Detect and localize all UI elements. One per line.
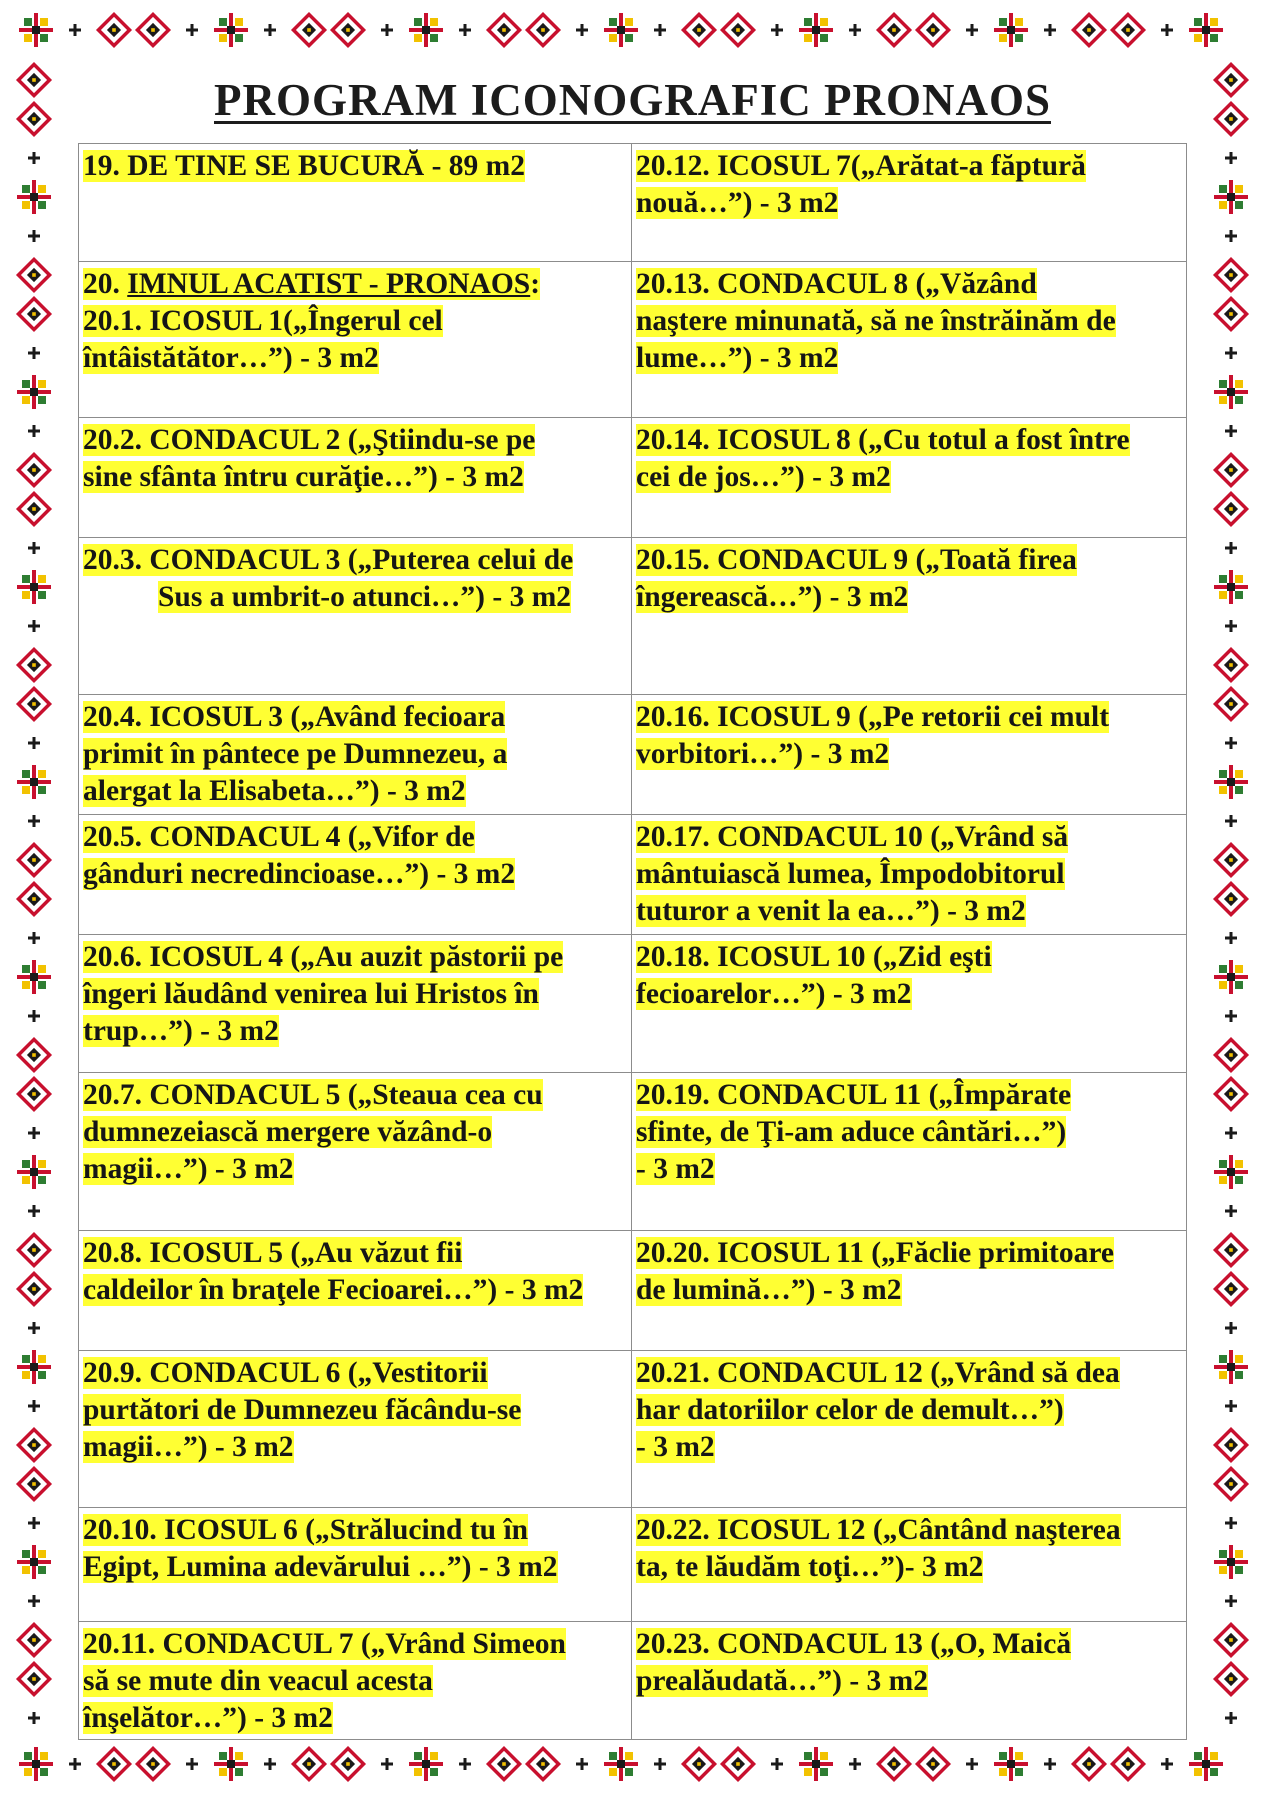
diamond-ornament-icon [1215, 259, 1246, 290]
entry-line [636, 303, 1182, 340]
diamond-ornament-icon [332, 1748, 363, 1779]
program-cell-left [79, 1231, 632, 1351]
entry-line [636, 1272, 1182, 1309]
diamond-ornament-icon [1112, 14, 1143, 45]
table-row [79, 1231, 1187, 1351]
entry-text: 20.9. CONDACUL 6 („Vestitorii [83, 1357, 488, 1389]
entry-text: IMNUL ACATIST - PRONAOS [127, 268, 531, 300]
entry-line [83, 459, 627, 496]
star-ornament-icon [409, 1747, 443, 1781]
cross-ornament-icon [654, 24, 666, 36]
diamond-ornament-icon [488, 1748, 519, 1779]
cross-ornament-icon [1044, 24, 1056, 36]
entry-text: îngeri lăudând venirea lui Hristos în [83, 978, 539, 1010]
cross-ornament-icon [264, 1758, 276, 1770]
entry-line [83, 340, 627, 377]
diamond-ornament-icon [1073, 1748, 1104, 1779]
entry-text: 20.20. ICOSUL 11 („Făclie primitoare [636, 1237, 1114, 1269]
diamond-ornament-icon [1215, 1234, 1246, 1265]
entry-line [83, 1151, 627, 1188]
entry-line [83, 1626, 627, 1663]
entry-line [636, 542, 1182, 579]
diamond-ornament-icon [332, 14, 363, 45]
cross-ornament-icon [1225, 1712, 1237, 1724]
star-ornament-icon [1189, 1747, 1223, 1781]
cross-ornament-icon [264, 24, 276, 36]
entry-text: magii…”) - 3 m2 [83, 1153, 294, 1185]
entry-text: 20.5. CONDACUL 4 („Vifor de [83, 821, 475, 853]
cross-ornament-icon [1225, 542, 1237, 554]
cross-ornament-icon [576, 1758, 588, 1770]
entry-line [636, 1663, 1182, 1700]
entry-text: : [530, 268, 541, 300]
cross-ornament-icon [1225, 932, 1237, 944]
diamond-ornament-icon [1215, 1273, 1246, 1304]
diamond-ornament-icon [917, 1748, 948, 1779]
program-cell-right [632, 538, 1187, 695]
diamond-ornament-icon [293, 14, 324, 45]
entry-line [636, 1235, 1182, 1272]
entry-text: prealăudată…”) - 3 m2 [636, 1665, 928, 1697]
entry-line [636, 266, 1182, 303]
entry-line [83, 579, 627, 616]
cross-ornament-icon [28, 620, 40, 632]
diamond-ornament-icon [722, 1748, 753, 1779]
table-row [79, 695, 1187, 815]
star-ornament-icon [17, 570, 51, 604]
program-cell-right [632, 262, 1187, 418]
diamond-ornament-icon [878, 14, 909, 45]
entry-text: 20.18. ICOSUL 10 („Zid eşti [636, 941, 992, 973]
program-cell-left [79, 262, 632, 418]
entry-line [636, 1114, 1182, 1151]
entry-text: 20.22. ICOSUL 12 („Cântând naşterea [636, 1514, 1121, 1546]
entry-text: 19. DE TINE SE BUCURĂ - 89 m2 [83, 150, 526, 182]
star-ornament-icon [19, 13, 53, 47]
diamond-ornament-icon [1215, 649, 1246, 680]
program-cell-right [632, 418, 1187, 538]
diamond-ornament-icon [18, 883, 49, 914]
diamond-ornament-icon [1215, 454, 1246, 485]
star-ornament-icon [1214, 765, 1248, 799]
entry-line [83, 422, 627, 459]
entry-line [83, 1235, 627, 1272]
diamond-ornament-icon [1215, 1078, 1246, 1109]
cross-ornament-icon [1225, 230, 1237, 242]
entry-text: 20.19. CONDACUL 11 („Împărate [636, 1079, 1072, 1111]
entry-text: 20.8. ICOSUL 5 („Au văzut fii [83, 1237, 463, 1269]
cross-ornament-icon [1225, 347, 1237, 359]
diamond-ornament-icon [18, 1078, 49, 1109]
entry-text: 20.6. ICOSUL 4 („Au auzit păstorii pe [83, 941, 564, 973]
program-cell-right [632, 1231, 1187, 1351]
entry-line [83, 1549, 627, 1586]
entry-text: înşelător…”) - 3 m2 [83, 1702, 333, 1734]
entry-line [83, 1512, 627, 1549]
entry-text: 20.21. CONDACUL 12 („Vrând să dea [636, 1357, 1120, 1389]
entry-text: nouă…”) - 3 m2 [636, 187, 839, 219]
star-ornament-icon [17, 1350, 51, 1384]
diamond-ornament-icon [18, 454, 49, 485]
cross-ornament-icon [186, 1758, 198, 1770]
entry-line [83, 1663, 627, 1700]
diamond-ornament-icon [488, 14, 519, 45]
diamond-ornament-icon [293, 1748, 324, 1779]
program-cell-left [79, 1073, 632, 1231]
entry-line [636, 459, 1182, 496]
diamond-ornament-icon [1215, 298, 1246, 329]
entry-line [83, 1700, 627, 1737]
cross-ornament-icon [1044, 1758, 1056, 1770]
entry-text: har datoriilor celor de demult…”) [636, 1394, 1064, 1426]
entry-text: ta, te lăudăm toţi…”)- 3 m2 [636, 1551, 984, 1583]
diamond-ornament-icon [878, 1748, 909, 1779]
program-cell-right [632, 1073, 1187, 1231]
star-ornament-icon [994, 13, 1028, 47]
program-cell-right [632, 144, 1187, 262]
diamond-ornament-icon [683, 14, 714, 45]
cross-ornament-icon [28, 1595, 40, 1607]
entry-text: purtători de Dumnezeu făcându-se [83, 1394, 522, 1426]
entry-line [636, 340, 1182, 377]
entry-text: 20.2. CONDACUL 2 („Ştiindu-se pe [83, 424, 536, 456]
entry-text: caldeilor în braţele Fecioarei…”) - 3 m2 [83, 1274, 584, 1306]
entry-text: magii…”) - 3 m2 [83, 1431, 294, 1463]
cross-ornament-icon [1225, 1205, 1237, 1217]
entry-line [83, 303, 627, 340]
cross-ornament-icon [28, 152, 40, 164]
star-ornament-icon [17, 960, 51, 994]
entry-text: gânduri necredincioase…”) - 3 m2 [83, 858, 516, 890]
entry-text: 20.17. CONDACUL 10 („Vrând să [636, 821, 1069, 853]
cross-ornament-icon [69, 1758, 81, 1770]
entry-text: - 3 m2 [636, 1153, 715, 1185]
entry-line [83, 856, 627, 893]
entry-line [83, 1272, 627, 1309]
cross-ornament-icon [1225, 152, 1237, 164]
diamond-ornament-icon [18, 493, 49, 524]
diamond-ornament-icon [1215, 1663, 1246, 1694]
entry-text: naştere minunată, să ne înstrăinăm de [636, 305, 1116, 337]
diamond-ornament-icon [1215, 1624, 1246, 1655]
cross-ornament-icon [1225, 815, 1237, 827]
diamond-ornament-icon [18, 298, 49, 329]
program-cell-left [79, 1508, 632, 1622]
diamond-ornament-icon [18, 844, 49, 875]
entry-line [83, 699, 627, 736]
cross-ornament-icon [381, 24, 393, 36]
star-ornament-icon [604, 1747, 638, 1781]
entry-text: 20.4. ICOSUL 3 („Având fecioara [83, 701, 506, 733]
entry-text: Sus a umbrit-o atunci…”) - 3 m2 [158, 581, 572, 613]
cross-ornament-icon [28, 1010, 40, 1022]
cross-ornament-icon [28, 230, 40, 242]
entry-line [83, 976, 627, 1013]
entry-text: să se mute din veacul acesta [83, 1665, 433, 1697]
star-ornament-icon [17, 180, 51, 214]
entry-line [83, 736, 627, 773]
entry-line [83, 542, 627, 579]
program-cell-right [632, 815, 1187, 935]
star-ornament-icon [799, 13, 833, 47]
entry-text: 20.3. CONDACUL 3 („Puterea celui de [83, 544, 574, 576]
diamond-ornament-icon [18, 649, 49, 680]
program-cell-right [632, 935, 1187, 1073]
program-cell-left [79, 1351, 632, 1508]
entry-line [636, 148, 1182, 185]
entry-text: 20.23. CONDACUL 13 („O, Maică [636, 1628, 1072, 1660]
table-row [79, 262, 1187, 418]
diamond-ornament-icon [917, 14, 948, 45]
cross-ornament-icon [1225, 425, 1237, 437]
page-title: PROGRAM ICONOGRAFIC PRONAOS [214, 75, 1051, 125]
diamond-ornament-icon [18, 1468, 49, 1499]
program-cell-right [632, 1351, 1187, 1508]
cross-ornament-icon [966, 1758, 978, 1770]
cross-ornament-icon [28, 542, 40, 554]
entry-line [83, 1114, 627, 1151]
diamond-ornament-icon [98, 14, 129, 45]
entry-text: cei de jos…”) - 3 m2 [636, 461, 891, 493]
entry-line [83, 939, 627, 976]
star-ornament-icon [17, 1155, 51, 1189]
star-ornament-icon [17, 1545, 51, 1579]
entry-line [636, 1151, 1182, 1188]
star-ornament-icon [1214, 570, 1248, 604]
diamond-ornament-icon [527, 14, 558, 45]
diamond-ornament-icon [1215, 1429, 1246, 1460]
table-row [79, 538, 1187, 695]
diamond-ornament-icon [1112, 1748, 1143, 1779]
entry-text: lume…”) - 3 m2 [636, 342, 839, 374]
entry-line [83, 1077, 627, 1114]
star-ornament-icon [214, 13, 248, 47]
entry-text: mântuiască lumea, Împodobitorul [636, 858, 1065, 890]
diamond-ornament-icon [18, 1273, 49, 1304]
table-row [79, 144, 1187, 262]
cross-ornament-icon [1161, 24, 1173, 36]
cross-ornament-icon [28, 1322, 40, 1334]
star-ornament-icon [19, 1747, 53, 1781]
star-ornament-icon [1189, 13, 1223, 47]
entry-line [636, 1512, 1182, 1549]
entry-line [636, 1429, 1182, 1466]
entry-text: primit în pântece pe Dumnezeu, a [83, 738, 508, 770]
entry-text: sine sfânta întru curăţie…”) - 3 m2 [83, 461, 524, 493]
table-row [79, 1622, 1187, 1740]
cross-ornament-icon [771, 1758, 783, 1770]
diamond-ornament-icon [1215, 1468, 1246, 1499]
diamond-ornament-icon [1215, 883, 1246, 914]
entry-text: 20.13. CONDACUL 8 („Văzând [636, 268, 1037, 300]
program-cell-left [79, 935, 632, 1073]
diamond-ornament-icon [722, 14, 753, 45]
diamond-ornament-icon [527, 1748, 558, 1779]
entry-line [83, 773, 627, 810]
cross-ornament-icon [28, 425, 40, 437]
diamond-ornament-icon [1215, 1039, 1246, 1070]
cross-ornament-icon [849, 24, 861, 36]
diamond-ornament-icon [1073, 14, 1104, 45]
diamond-ornament-icon [18, 259, 49, 290]
star-ornament-icon [994, 1747, 1028, 1781]
star-ornament-icon [1214, 1350, 1248, 1384]
cross-ornament-icon [28, 1517, 40, 1529]
entry-line [636, 976, 1182, 1013]
star-ornament-icon [17, 765, 51, 799]
entry-line [83, 1392, 627, 1429]
entry-line [636, 856, 1182, 893]
iconographic-program-table [78, 143, 1187, 1740]
entry-text: 20.10. ICOSUL 6 („Strălucind tu în [83, 1514, 529, 1546]
cross-ornament-icon [1161, 1758, 1173, 1770]
entry-line [636, 1392, 1182, 1429]
entry-line [636, 1626, 1182, 1663]
star-ornament-icon [1214, 1155, 1248, 1189]
star-ornament-icon [1214, 180, 1248, 214]
entry-text: 20.12. ICOSUL 7(„Arătat-a făptură [636, 150, 1086, 182]
diamond-ornament-icon [1215, 688, 1246, 719]
table-row [79, 815, 1187, 935]
diamond-ornament-icon [137, 14, 168, 45]
star-ornament-icon [214, 1747, 248, 1781]
program-cell-right [632, 695, 1187, 815]
star-ornament-icon [1214, 960, 1248, 994]
entry-text: de lumină…”) - 3 m2 [636, 1274, 902, 1306]
entry-line [636, 1355, 1182, 1392]
diamond-ornament-icon [18, 1663, 49, 1694]
diamond-ornament-icon [1215, 493, 1246, 524]
cross-ornament-icon [576, 24, 588, 36]
cross-ornament-icon [459, 1758, 471, 1770]
diamond-ornament-icon [18, 1429, 49, 1460]
cross-ornament-icon [1225, 737, 1237, 749]
star-ornament-icon [409, 13, 443, 47]
entry-text: 20. [83, 268, 128, 300]
entry-text: trup…”) - 3 m2 [83, 1015, 279, 1047]
cross-ornament-icon [1225, 1595, 1237, 1607]
entry-line [636, 1549, 1182, 1586]
entry-text: 20.1. ICOSUL 1(„Îngerul cel [83, 305, 443, 337]
entry-text: îngerească…”) - 3 m2 [636, 581, 909, 613]
entry-line [636, 699, 1182, 736]
table-row [79, 1508, 1187, 1622]
cross-ornament-icon [28, 347, 40, 359]
diamond-ornament-icon [18, 1039, 49, 1070]
entry-line [636, 422, 1182, 459]
cross-ornament-icon [186, 24, 198, 36]
entry-text: sfinte, de Ţi-am aduce cântări…”) [636, 1116, 1067, 1148]
entry-text: întâistătător…”) - 3 m2 [83, 342, 379, 374]
program-cell-left [79, 1622, 632, 1740]
entry-text: - 3 m2 [636, 1431, 715, 1463]
cross-ornament-icon [28, 1712, 40, 1724]
entry-text: 20.14. ICOSUL 8 („Cu totul a fost între [636, 424, 1130, 456]
entry-line [83, 266, 627, 303]
cross-ornament-icon [654, 1758, 666, 1770]
entry-line [83, 1355, 627, 1392]
cross-ornament-icon [28, 1400, 40, 1412]
cross-ornament-icon [28, 1127, 40, 1139]
cross-ornament-icon [1225, 1010, 1237, 1022]
entry-line [636, 736, 1182, 773]
program-cell-right [632, 1508, 1187, 1622]
cross-ornament-icon [28, 1205, 40, 1217]
diamond-ornament-icon [683, 1748, 714, 1779]
entry-line [83, 148, 627, 185]
star-ornament-icon [1214, 375, 1248, 409]
star-ornament-icon [1214, 1545, 1248, 1579]
table-row [79, 418, 1187, 538]
entry-text: alergat la Elisabeta…”) - 3 m2 [83, 775, 466, 807]
diamond-ornament-icon [98, 1748, 129, 1779]
cross-ornament-icon [1225, 1400, 1237, 1412]
table-row [79, 935, 1187, 1073]
program-cell-left [79, 695, 632, 815]
cross-ornament-icon [28, 932, 40, 944]
cross-ornament-icon [459, 24, 471, 36]
entry-text: 20.7. CONDACUL 5 („Steaua cea cu [83, 1079, 543, 1111]
diamond-ornament-icon [137, 1748, 168, 1779]
cross-ornament-icon [966, 24, 978, 36]
entry-text: Egipt, Lumina adevărului …”) - 3 m2 [83, 1551, 558, 1583]
program-cell-left [79, 144, 632, 262]
cross-ornament-icon [1225, 1517, 1237, 1529]
entry-text: vorbitori…”) - 3 m2 [636, 738, 890, 770]
program-cell-left [79, 815, 632, 935]
diamond-ornament-icon [18, 1624, 49, 1655]
cross-ornament-icon [849, 1758, 861, 1770]
cross-ornament-icon [381, 1758, 393, 1770]
diamond-ornament-icon [18, 1234, 49, 1265]
table-row [79, 1351, 1187, 1508]
entry-line [636, 579, 1182, 616]
entry-text: tuturor a venit la ea…”) - 3 m2 [636, 895, 1026, 927]
entry-text: 20.11. CONDACUL 7 („Vrând Simeon [83, 1628, 566, 1660]
entry-line [636, 185, 1182, 222]
star-ornament-icon [799, 1747, 833, 1781]
table-row [79, 1073, 1187, 1231]
program-cell-left [79, 418, 632, 538]
entry-text: fecioarelor…”) - 3 m2 [636, 978, 912, 1010]
diamond-ornament-icon [1215, 844, 1246, 875]
entry-text: 20.15. CONDACUL 9 („Toată firea [636, 544, 1077, 576]
cross-ornament-icon [28, 737, 40, 749]
program-cell-right [632, 1622, 1187, 1740]
cross-ornament-icon [1225, 1127, 1237, 1139]
cross-ornament-icon [28, 815, 40, 827]
cross-ornament-icon [771, 24, 783, 36]
entry-line [636, 1077, 1182, 1114]
entry-text: dumnezeiască mergere văzând-o [83, 1116, 493, 1148]
entry-line [83, 1013, 627, 1050]
entry-line [636, 893, 1182, 930]
cross-ornament-icon [1225, 1322, 1237, 1334]
diamond-ornament-icon [18, 688, 49, 719]
cross-ornament-icon [1225, 620, 1237, 632]
program-cell-left [79, 538, 632, 695]
star-ornament-icon [604, 13, 638, 47]
star-ornament-icon [17, 375, 51, 409]
entry-line [83, 819, 627, 856]
entry-line [83, 1429, 627, 1466]
cross-ornament-icon [69, 24, 81, 36]
entry-line [636, 819, 1182, 856]
entry-line [636, 939, 1182, 976]
entry-text: 20.16. ICOSUL 9 („Pe retorii cei mult [636, 701, 1110, 733]
